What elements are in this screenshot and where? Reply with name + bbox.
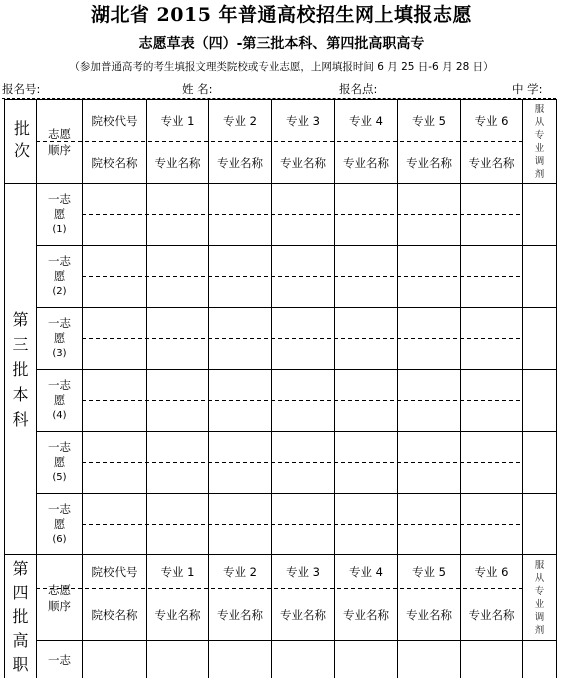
major-name-header: 专业名称: [343, 155, 389, 170]
major-name-header: 专业名称: [280, 155, 326, 170]
major-name-header-2: 专业名称: [154, 607, 201, 622]
page-subtitle: 志愿草表（四）-第三批本科、第四批高职高专: [138, 36, 425, 52]
major-4-header-2: 专业 4: [349, 564, 383, 579]
name-label: 姓 名:: [182, 82, 213, 96]
major-name-header: 专业名称: [406, 155, 452, 170]
filing-note: （参加普通高考的考生填报文理类院校或专业志愿，上网填报时间 6 月 25 日-6 月 28 日）: [69, 61, 494, 73]
major-5-header-2: 专业 5: [412, 564, 446, 579]
choice-row-1-label: 一志愿 (1): [48, 192, 71, 235]
site-label: 报名点:: [339, 82, 378, 96]
major-name-header: 专业名称: [217, 155, 263, 170]
choice-row-5-label: 一志愿 (5): [48, 440, 71, 483]
order-header: 志愿顺序: [48, 126, 71, 157]
school-name-header-2: 院校名称: [91, 607, 138, 622]
major-name-header-2: 专业名称: [280, 607, 326, 622]
major-2-header: 专业 2: [223, 113, 257, 128]
major-1-header: 专业 1: [160, 113, 195, 128]
major-5-header: 专业 5: [412, 113, 446, 128]
page-title: 湖北省 2015 年普通高校招生网上填报志愿: [90, 4, 473, 26]
choice-row-6-label: 一志愿 (6): [48, 501, 71, 545]
major-6-header-2: 专业 6: [474, 564, 509, 579]
adjust-header-2: 服从专业调剂: [534, 559, 545, 636]
batch-4-label: 第四批高职: [12, 558, 29, 674]
choice-row-3-label: 一志愿 (3): [48, 316, 71, 359]
major-2-header-2: 专业 2: [223, 564, 257, 579]
major-name-header-2: 专业名称: [468, 607, 515, 622]
batch-3-label: 第三批本科: [12, 309, 29, 429]
school-label: 中 学:: [512, 82, 543, 96]
major-name-header-2: 专业名称: [406, 607, 452, 622]
major-3-header: 专业 3: [286, 113, 320, 128]
order-header-2: 志愿顺序: [48, 582, 71, 613]
major-1-header-2: 专业 1: [160, 564, 195, 579]
batch-header: 批次: [11, 119, 31, 164]
choice-row-2-label: 一志愿 (2): [48, 254, 71, 297]
choice-row-4-label: 一志愿 (4): [48, 378, 71, 421]
major-name-header-2: 专业名称: [343, 607, 389, 622]
major-name-header: 专业名称: [154, 155, 201, 170]
choice-row-s4-1-label: 一志: [48, 652, 71, 667]
school-code-header: 院校代号: [91, 113, 138, 128]
school-name-header: 院校名称: [91, 155, 138, 170]
major-name-header-2: 专业名称: [217, 607, 263, 622]
adjust-header: 服从专业调剂: [534, 103, 545, 180]
major-name-header: 专业名称: [468, 155, 515, 170]
major-6-header: 专业 6: [474, 113, 509, 128]
major-3-header-2: 专业 3: [286, 564, 320, 579]
major-4-header: 专业 4: [349, 113, 383, 128]
reg-no-label: 报名号:: [2, 82, 41, 96]
school-code-header-2: 院校代号: [91, 564, 138, 579]
